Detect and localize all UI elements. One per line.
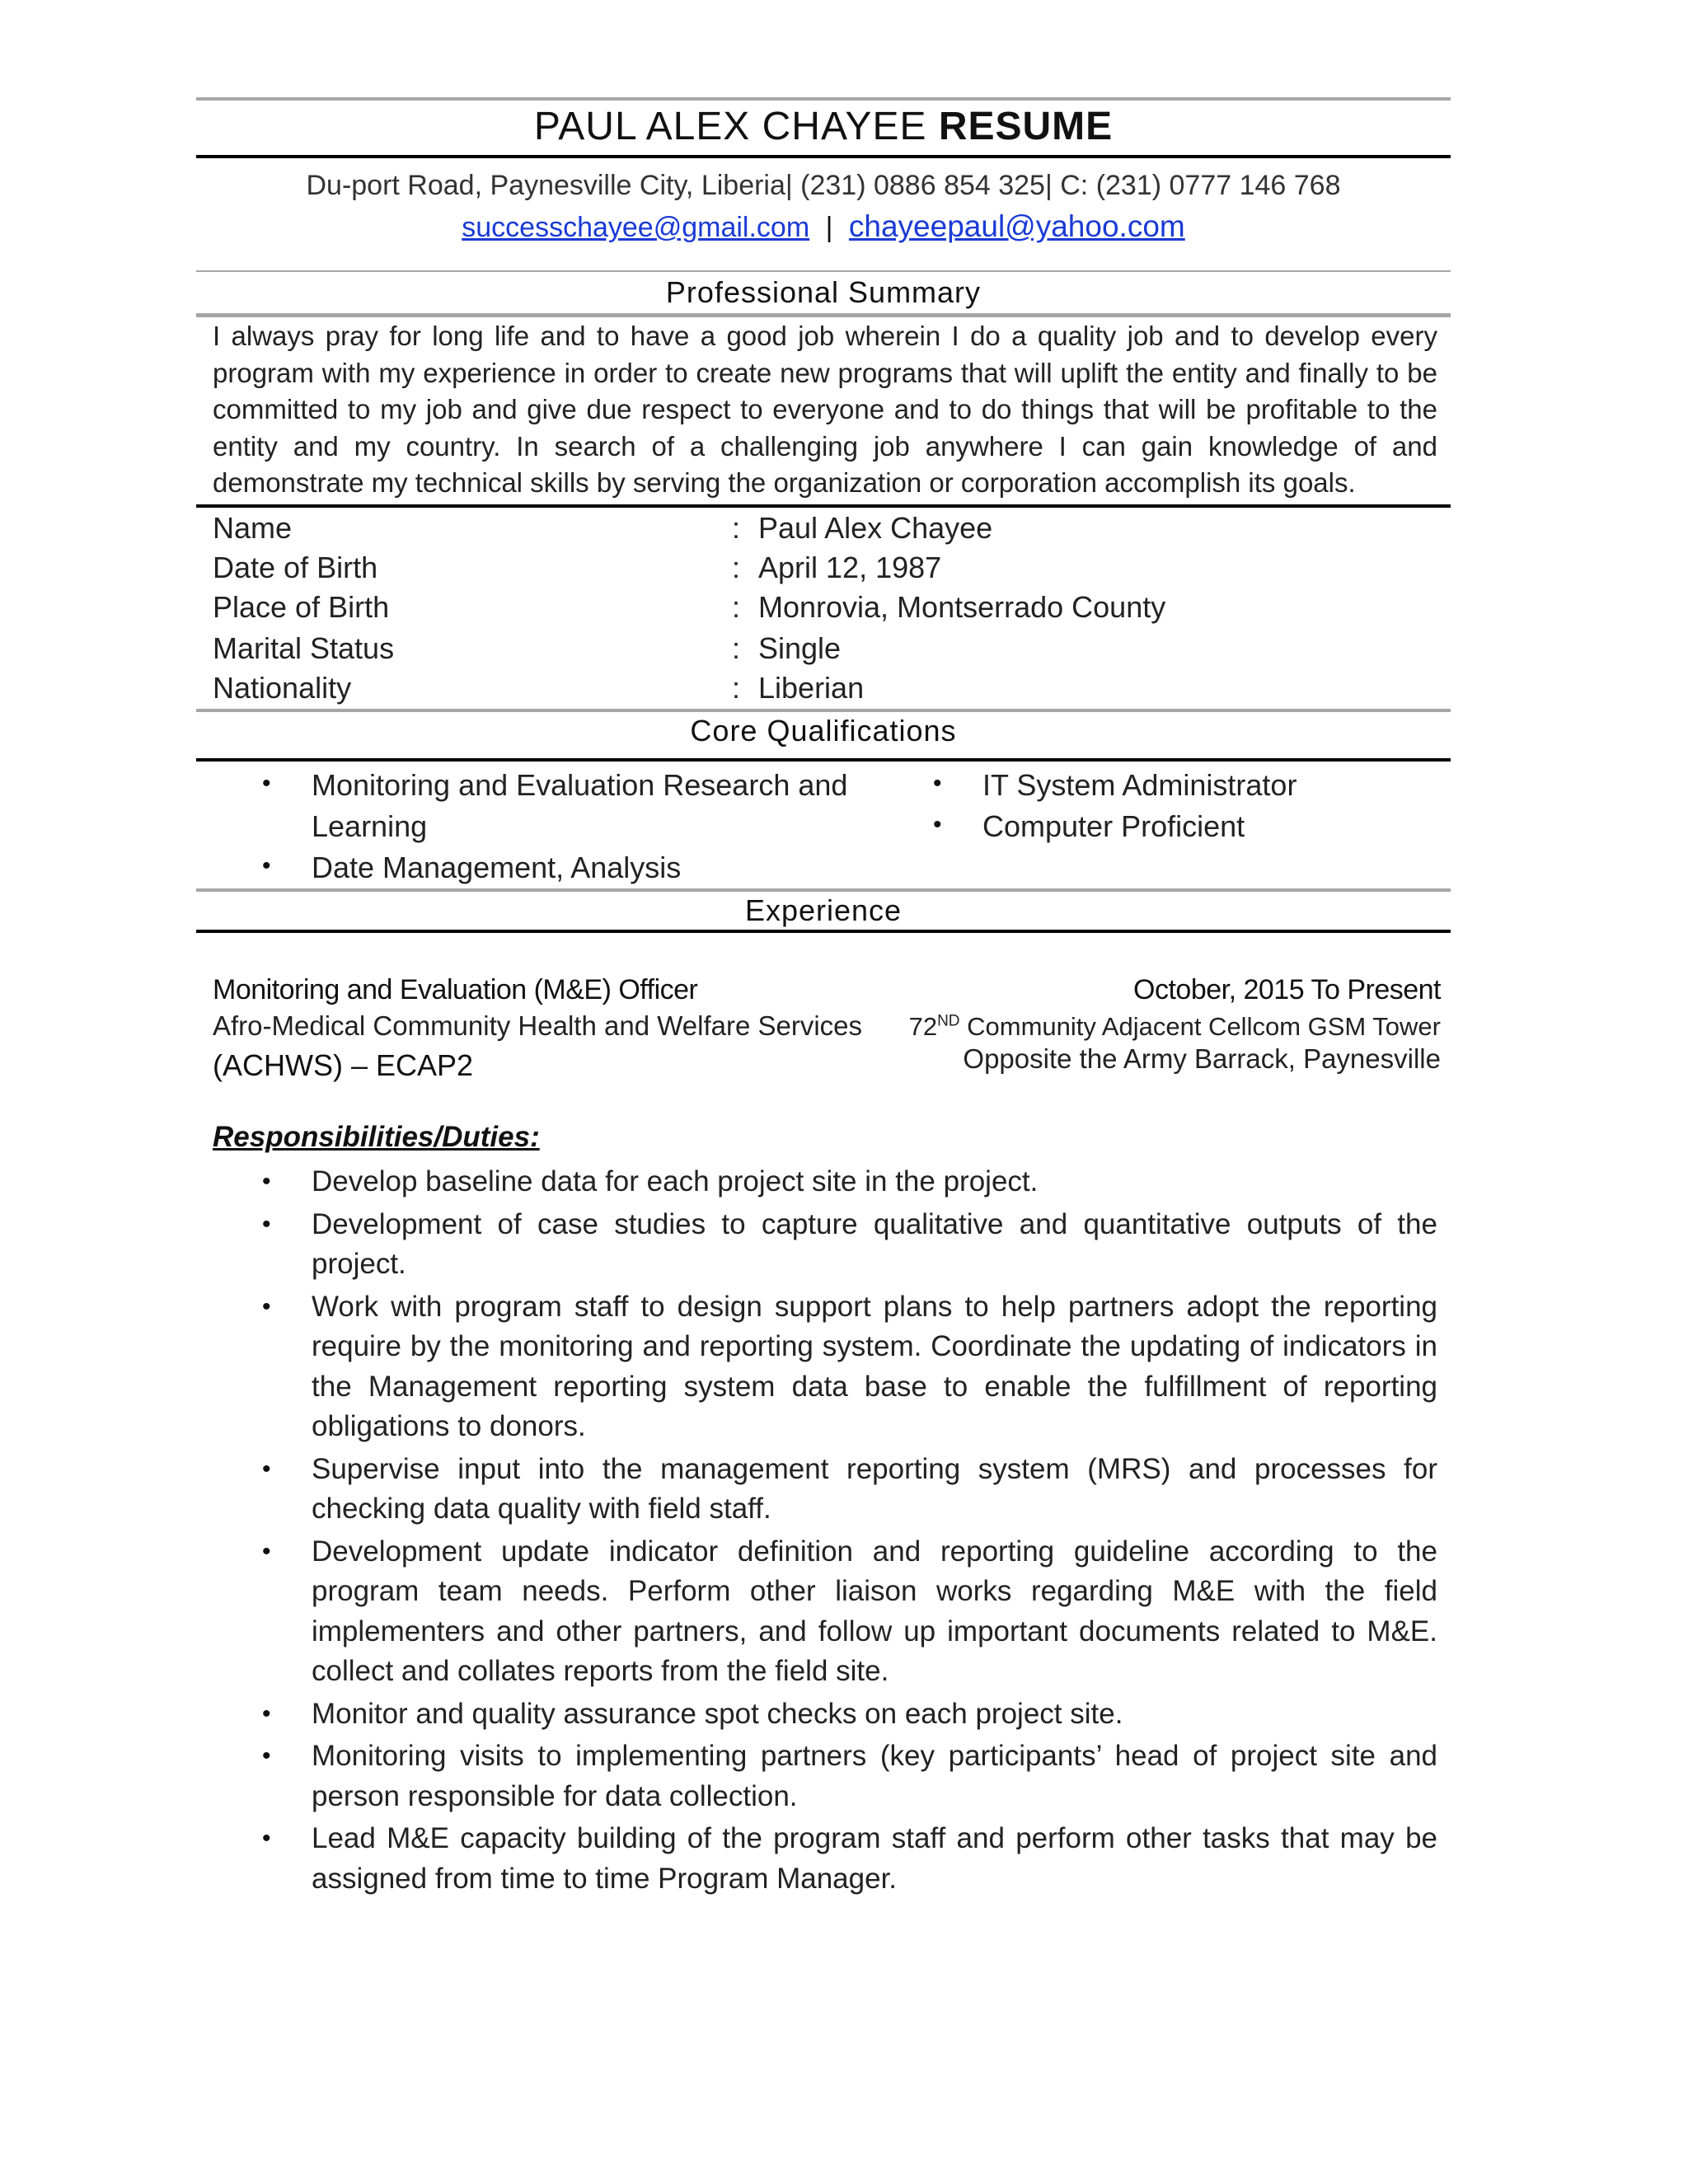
summary-text: I always pray for long life and to have a good job wherein I do a quality job and to develop every program with my experience in order to create new programs that will uplift the entity and finally to be committed to my job and give due respect to everyone and to do things that will be profitable to the entity and my country. In search of a challenging job anywhere I can gain knowledge of and demonstrate my technical skills by serving the organization or corporation accomplish its goals.: [213, 321, 1437, 498]
duty-text: Monitor and quality assurance spot checks on each project site.: [312, 1697, 1123, 1730]
duty-item: [213, 1532, 1437, 1692]
job-date: October, 2015 To Present: [1133, 974, 1441, 1005]
info-label: Name: [213, 511, 293, 545]
organization-abbrev: (ACHWS) – ECAP2: [213, 1048, 474, 1082]
duty-text: Monitoring visits to implementing partners (key participants’ head of project site and person responsible for data collection.: [312, 1740, 1437, 1812]
email-separator: |: [825, 212, 833, 243]
qual-bullet: •: [262, 852, 271, 879]
duty-bullet: •: [262, 1168, 271, 1195]
info-top-rule: [196, 504, 1451, 508]
email-link-yahoo[interactable]: chayeepaul@yahoo.com: [848, 209, 1185, 243]
qual-left-2: Date Management, Analysis: [312, 851, 682, 884]
duty-bullet: •: [262, 1699, 271, 1727]
duty-item: [213, 1694, 1437, 1735]
info-label: Date of Birth: [213, 551, 378, 584]
qual-right-2: Computer Proficient: [982, 809, 1245, 843]
info-value: April 12, 1987: [758, 551, 942, 584]
info-colon: :: [732, 590, 741, 624]
email-line: [196, 209, 1451, 244]
job-title: Monitoring and Evaluation (M&E) Officer: [213, 974, 698, 1005]
duty-bullet: •: [262, 1292, 271, 1320]
duty-item: [213, 1162, 1437, 1202]
info-label: Marital Status: [213, 631, 395, 665]
duty-item: [213, 1205, 1437, 1285]
address-number: 72: [908, 1012, 938, 1041]
info-value: Paul Alex Chayee: [758, 511, 993, 545]
duty-bullet: •: [262, 1210, 271, 1238]
info-colon: :: [732, 511, 741, 545]
info-colon: :: [732, 631, 741, 665]
summary-top-rule: [196, 270, 1451, 272]
email-link-gmail[interactable]: successchayee@gmail.com: [462, 212, 810, 243]
title-rule: [196, 155, 1451, 158]
info-label: Nationality: [213, 671, 352, 705]
info-value: Monrovia, Montserrado County: [758, 590, 1166, 624]
address-line-1: [909, 1012, 1441, 1042]
duties-list: [213, 1162, 1437, 1901]
contact-line: Du-port Road, Paynesville City, Liberia| (231) 0886 854 325| C: (231) 0777 146 768: [306, 170, 1341, 201]
qualifications-rule: [196, 758, 1451, 762]
duty-text: Work with program staff to design support plans to help partners adopt the reporting require by the monitoring and reporting system. Coordinate the updating of indicators in the Management reporting system data base to enable the fulfillment of reporting obligations to donors.: [312, 1290, 1437, 1442]
info-colon: :: [732, 551, 741, 584]
duty-item: [213, 1819, 1437, 1899]
info-value: Single: [758, 631, 842, 665]
address-ordinal: ND: [937, 1012, 960, 1030]
duty-text: Development update indicator definition and reporting guideline according to the program team needs. Perform other liaison works regarding M&E with the field implementers and other partners, and follow up important documents related to M&E. collect and collates reports from the field site.: [312, 1535, 1437, 1687]
duty-bullet: •: [262, 1455, 271, 1483]
experience-heading: Experience: [744, 893, 903, 927]
duty-item: [213, 1736, 1437, 1816]
resume-word: RESUME: [938, 105, 1114, 148]
resume-title: [196, 104, 1451, 149]
responsibilities-heading: Responsibilities/Duties:: [213, 1121, 540, 1153]
qualifications-heading: Core Qualifications: [690, 714, 957, 748]
qual-left-1: Monitoring and Evaluation Research and Learning: [312, 768, 848, 843]
summary-heading: Professional Summary: [665, 275, 982, 309]
duty-text: Develop baseline data for each project site in the project.: [312, 1165, 1039, 1197]
info-bottom-rule: [196, 709, 1451, 712]
qual-bullet: •: [933, 811, 942, 838]
experience-rule: [196, 930, 1451, 933]
duty-text: Development of case studies to capture qualitative and quantitative outputs of the project.: [312, 1207, 1437, 1280]
duty-text: Supervise input into the management reporting system (MRS) and processes for checking data quality with field staff.: [312, 1452, 1437, 1525]
duty-text: Lead M&E capacity building of the program staff and perform other tasks that may be assigned from time to time Program Manager.: [312, 1822, 1437, 1895]
experience-top-rule: [196, 888, 1451, 892]
organization-name: Afro-Medical Community Health and Welfare Services: [213, 1010, 863, 1041]
qual-bullet: •: [262, 770, 271, 797]
address-line-2: Opposite the Army Barrack, Paynesville: [963, 1043, 1441, 1074]
duty-bullet: •: [262, 1825, 271, 1852]
candidate-name: PAUL ALEX CHAYEE: [533, 105, 927, 148]
info-colon: :: [732, 671, 741, 705]
summary-heading-rule: [196, 313, 1451, 317]
address-rest: Community Adjacent Cellcom GSM Tower: [959, 1012, 1441, 1041]
qual-bullet: •: [933, 770, 942, 797]
top-rule: [196, 97, 1451, 101]
duty-item: [213, 1450, 1437, 1530]
duty-item: [213, 1287, 1437, 1447]
duty-bullet: •: [262, 1537, 271, 1565]
qual-right-1: IT System Administrator: [982, 768, 1297, 802]
info-label: Place of Birth: [213, 590, 390, 624]
duty-bullet: •: [262, 1742, 271, 1769]
info-value: Liberian: [758, 671, 865, 705]
